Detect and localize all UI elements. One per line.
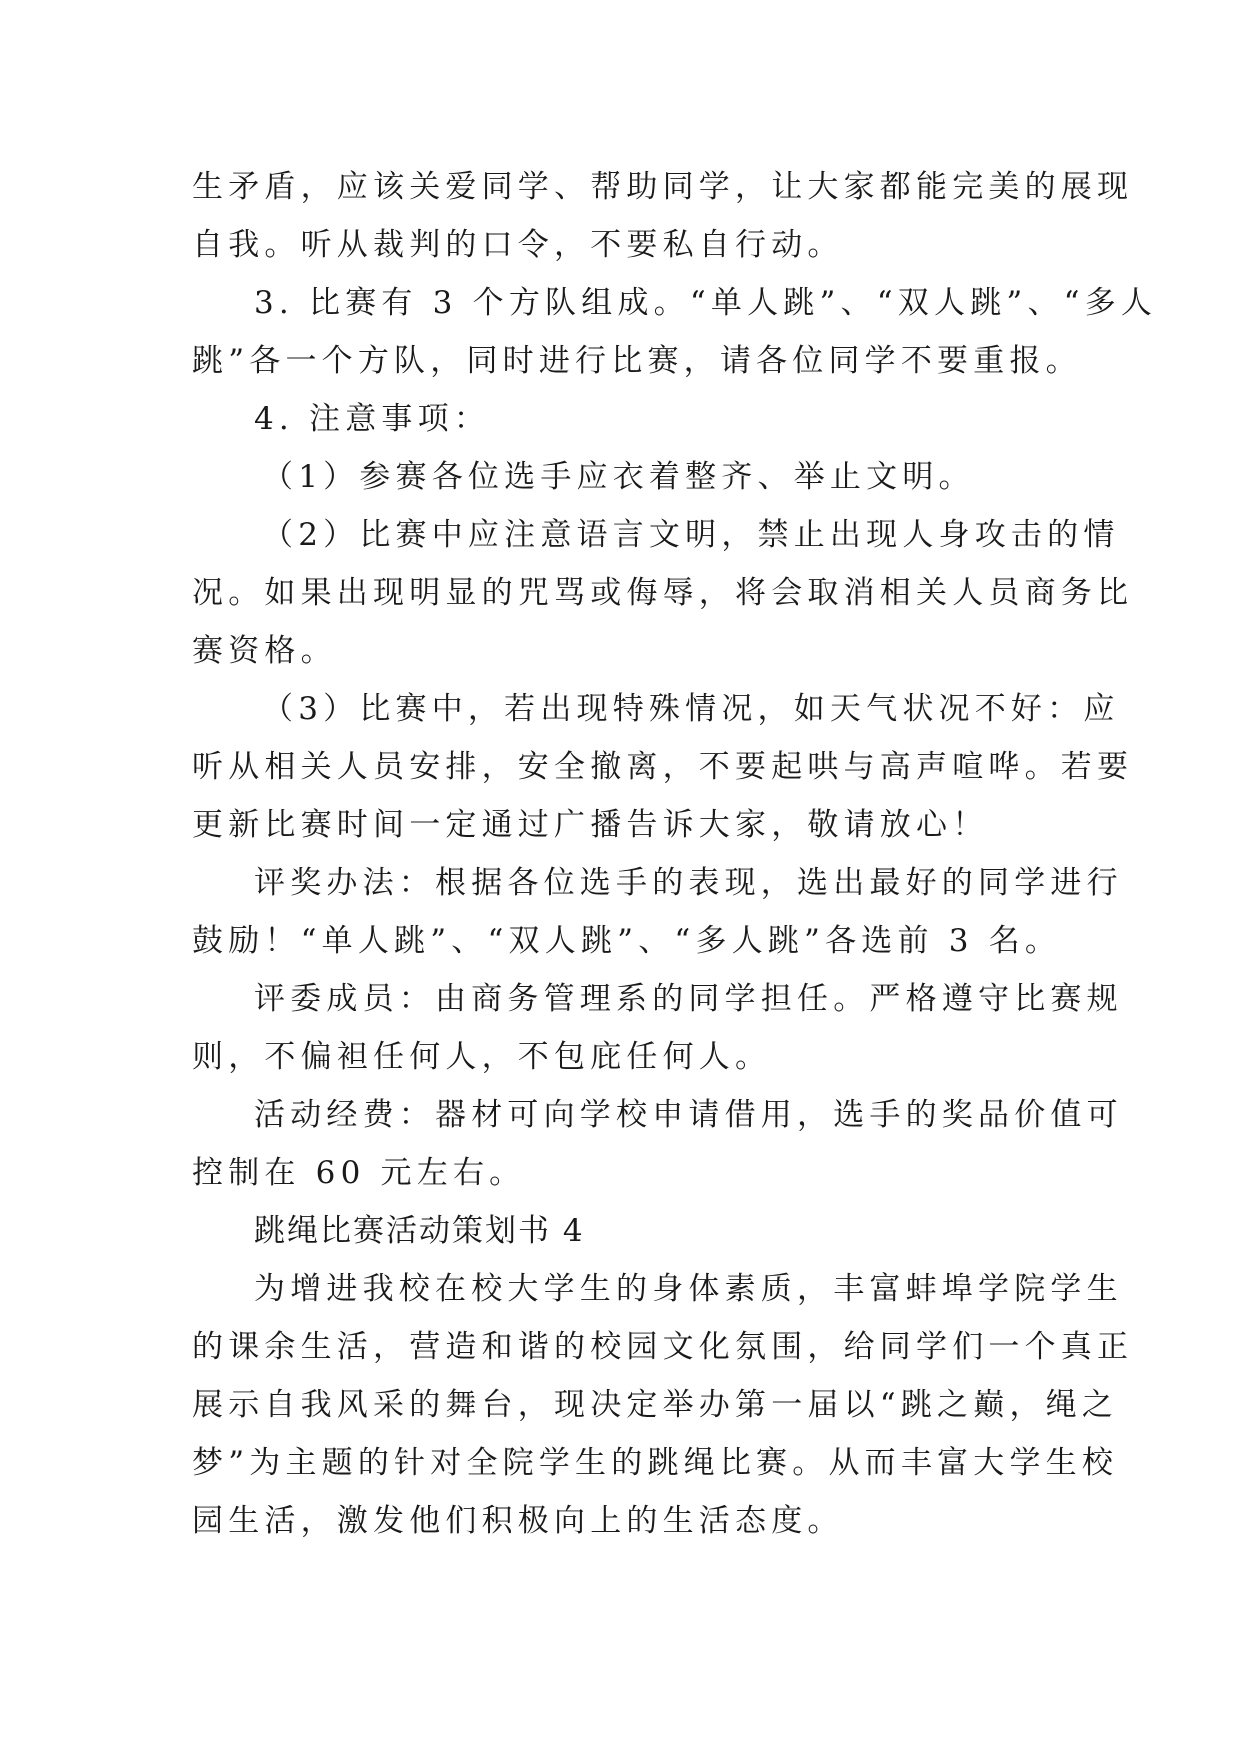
note-item-2: （2）比赛中应注意语言文明，禁止出现人身攻击的情 xyxy=(262,517,1120,553)
rule-item-3: 3. 比赛有 3 个方队组成。“单人跳”、“双人跳”、“多人 xyxy=(254,285,1158,321)
body-text-line: 赛资格。 xyxy=(192,633,337,669)
body-text-line: 园生活，激发他们积极向上的生活态度。 xyxy=(192,1503,844,1539)
body-text-line: 则，不偏袒任何人，不包庇任何人。 xyxy=(192,1039,772,1075)
body-text-line: 控制在 60 元左右。 xyxy=(192,1155,526,1191)
body-text-line: 况。如果出现明显的咒骂或侮辱，将会取消相关人员商务比 xyxy=(192,575,1134,611)
budget-paragraph: 活动经费：器材可向学校申请借用，选手的奖品价值可 xyxy=(254,1097,1123,1133)
body-text-line: 更新比赛时间一定通过广播告诉大家，敬请放心！ xyxy=(192,807,989,843)
note-item-3: （3）比赛中，若出现特殊情况，如天气状况不好：应 xyxy=(262,691,1120,727)
body-text-line: 展示自我风采的舞台，现决定举办第一届以“跳之巅，绳之 xyxy=(192,1387,1119,1423)
body-text-line: 自我。听从裁判的口令，不要私自行动。 xyxy=(192,227,844,263)
intro-paragraph: 为增进我校在校大学生的身体素质，丰富蚌埠学院学生 xyxy=(254,1271,1123,1307)
awards-paragraph: 评奖办法：根据各位选手的表现，选出最好的同学进行 xyxy=(254,865,1123,901)
judges-paragraph: 评委成员：由商务管理系的同学担任。严格遵守比赛规 xyxy=(254,981,1123,1017)
body-text-line: 跳”各一个方队，同时进行比赛，请各位同学不要重报。 xyxy=(192,343,1082,379)
section-heading: 跳绳比赛活动策划书 4 xyxy=(254,1213,585,1249)
note-item-1: （1）参赛各位选手应衣着整齐、举止文明。 xyxy=(262,459,975,495)
body-text-line: 梦”为主题的针对全院学生的跳绳比赛。从而丰富大学生校 xyxy=(192,1445,1119,1481)
body-text-line: 的课余生活，营造和谐的校园文化氛围，给同学们一个真正 xyxy=(192,1329,1134,1365)
document-body xyxy=(192,158,1158,1550)
body-text-line: 生矛盾，应该关爱同学、帮助同学，让大家都能完美的展现 xyxy=(192,169,1134,205)
body-text-line: 听从相关人员安排，安全撤离，不要起哄与高声喧哗。若要 xyxy=(192,749,1134,785)
rule-item-4: 4. 注意事项： xyxy=(254,401,491,437)
body-text-line: 鼓励！“单人跳”、“双人跳”、“多人跳”各选前 3 名。 xyxy=(192,923,1062,959)
